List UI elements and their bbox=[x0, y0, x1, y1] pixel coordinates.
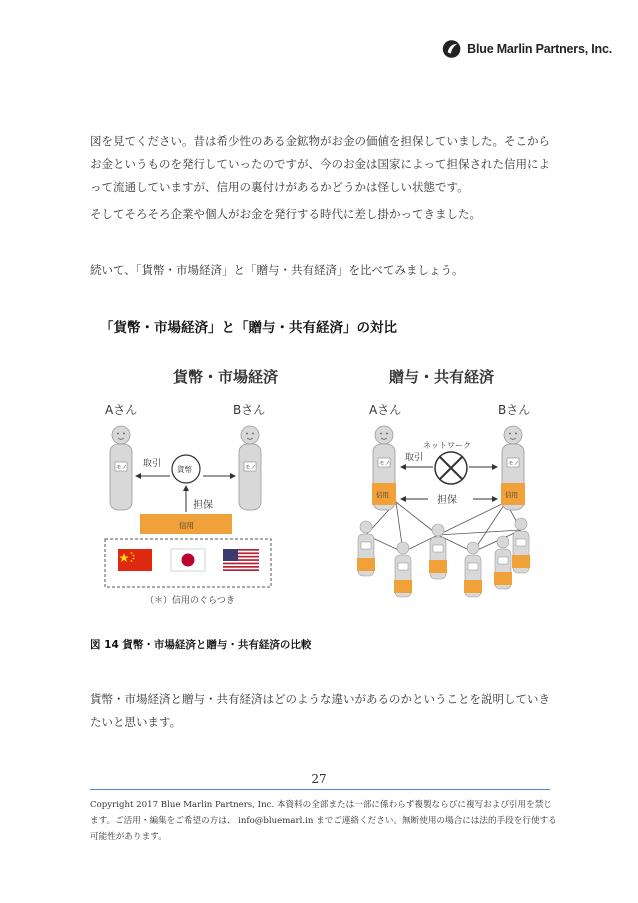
left-person-a bbox=[110, 426, 132, 510]
footer-divider bbox=[90, 789, 550, 790]
company-logo bbox=[442, 36, 612, 62]
china-flag bbox=[118, 549, 152, 571]
right-a-credit-label: 信用 bbox=[376, 491, 389, 499]
currency-label: 貨幣 bbox=[177, 465, 192, 474]
left-title: 貨幣・市場経済 bbox=[173, 368, 279, 386]
network-person-6 bbox=[512, 518, 530, 573]
paragraph-intro: 図を見てください。昔は希少性のある金鉱物がお金の価値を担保していました。そこからお金というものを発行していったのですが、今のお金は国家によって担保された信用によって流通していますが、信用の裏付けがあるかどうかは怪しい状態です。 bbox=[90, 134, 550, 194]
left-person-b bbox=[239, 426, 261, 510]
section-title: 「貨幣・市場経済」と「贈与・共有経済」の対比 bbox=[100, 320, 397, 336]
right-b-credit-label: 信用 bbox=[505, 491, 518, 499]
left-tanpo-label: 担保 bbox=[193, 500, 213, 511]
blue-marlin-logo-icon bbox=[442, 37, 461, 61]
left-person-a-label: Aさん bbox=[105, 403, 138, 417]
paragraph-era: そしてそろそろ企業や個人がお金を発行する時代に差し掛かってきました。 bbox=[90, 207, 481, 221]
right-a-mono-label: モノ bbox=[379, 461, 390, 467]
logo-text: Blue Marlin Partners, Inc. bbox=[467, 42, 612, 56]
left-b-mono-label: モノ bbox=[245, 465, 256, 471]
credit-instability-note: （＊）信用のぐらつき bbox=[145, 596, 235, 606]
japan-flag bbox=[171, 549, 205, 571]
right-person-a bbox=[372, 426, 396, 510]
right-person-b bbox=[501, 426, 525, 510]
footer-copyright: Copyright 2017 Blue Marlin Partners, Inc. 本資料の全部または一部に係わらず複製ならびに複写および引用を禁じます。ご活用・編集をご希望の方は、 info@bluemarl.in までご連絡ください。無断使用の場合には法的手段を行使する可能性があります。 bbox=[90, 800, 557, 842]
right-title: 贈与・共有経済 bbox=[389, 368, 495, 386]
paragraph-compare: 続いて、「貨幣・市場経済」と「贈与・共有経済」を比べてみましょう。 bbox=[90, 263, 464, 277]
right-b-mono-label: モノ bbox=[508, 461, 519, 467]
network-person-4 bbox=[464, 542, 482, 597]
network-label: ネットワーク bbox=[423, 441, 471, 450]
usa-flag bbox=[223, 549, 259, 571]
page-number: 27 bbox=[311, 772, 327, 786]
left-torihiki-label: 取引 bbox=[143, 459, 162, 469]
right-person-b-label: Bさん bbox=[498, 403, 531, 417]
economy-comparison-figure bbox=[93, 352, 553, 614]
network-person-1 bbox=[357, 521, 375, 576]
network-person-5 bbox=[494, 536, 512, 589]
left-credit-label: 信用 bbox=[179, 521, 194, 530]
network-person-2 bbox=[394, 542, 412, 597]
left-person-b-label: Bさん bbox=[233, 403, 266, 417]
right-tanpo-label: 担保 bbox=[437, 495, 457, 506]
left-a-mono-label: モノ bbox=[116, 465, 127, 471]
paragraph-explain: 貨幣・市場経済と贈与・共有経済はどのような違いがあるのかということを説明していきたいと思います。 bbox=[90, 692, 550, 729]
figure-caption: 図 14 貨幣・市場経済と贈与・共有経済の比較 bbox=[90, 639, 312, 651]
right-torihiki-label: 取引 bbox=[405, 453, 424, 463]
right-person-a-label: Aさん bbox=[369, 403, 402, 417]
